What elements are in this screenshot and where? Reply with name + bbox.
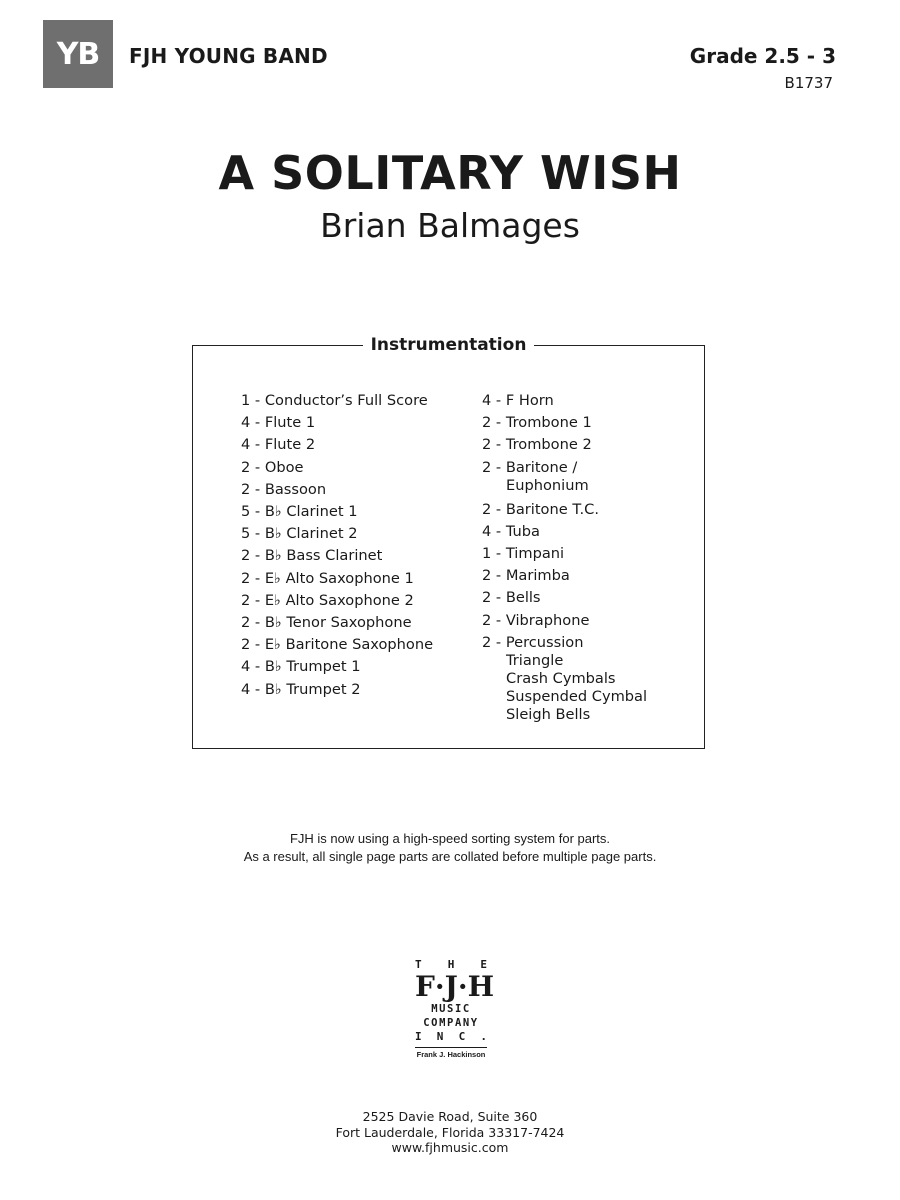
- list-item: 2 - Oboe: [241, 458, 304, 476]
- list-item: 1 - Conductor’s Full Score: [241, 392, 428, 409]
- logo-divider: [415, 1047, 487, 1048]
- list-item: 4 - B♭ Trumpet 1: [241, 658, 361, 676]
- logo-the: T H E: [415, 958, 487, 971]
- list-item: 4 - B♭ Trumpet 2: [241, 680, 361, 698]
- address-line1: 2525 Davie Road, Suite 360: [362, 1109, 538, 1124]
- website-link[interactable]: www.fjhmusic.com: [391, 1140, 509, 1155]
- baritone-line1: 2 - Baritone /: [482, 458, 578, 476]
- publisher-address: [0, 1109, 900, 1156]
- list-item: 2 - E♭ Alto Saxophone 2: [241, 591, 414, 609]
- percussion-subitem: Triangle: [506, 652, 564, 670]
- percussion-subitem: Sleigh Bells: [506, 706, 591, 724]
- list-item: [482, 459, 647, 495]
- list-item: 2 - Baritone T.C.: [482, 500, 600, 518]
- instrumentation-box: [192, 335, 705, 749]
- series-name: FJH YOUNG BAND: [129, 44, 328, 68]
- instrumentation-right-column: [482, 390, 647, 724]
- list-item: 2 - E♭ Baritone Saxophone: [241, 636, 434, 654]
- list-item: 4 - Flute 2: [241, 436, 316, 454]
- baritone-line2: Euphonium: [506, 476, 589, 494]
- list-item: 2 - Trombone 1: [482, 414, 592, 432]
- list-item: 2 - Vibraphone: [482, 611, 590, 629]
- logo-inc: I N C .: [415, 1030, 487, 1043]
- list-item: 4 - Flute 1: [241, 414, 316, 432]
- sorting-note: [0, 830, 900, 866]
- catalog-number: B1737: [784, 74, 833, 92]
- percussion-subitem: Suspended Cymbal: [506, 688, 648, 706]
- list-item: 2 - Trombone 2: [482, 436, 592, 454]
- instrumentation-left-column: [241, 390, 433, 701]
- grade-level: Grade 2.5 - 3: [689, 44, 836, 68]
- logo-music: MUSIC: [431, 1003, 471, 1015]
- list-item: 2 - E♭ Alto Saxophone 1: [241, 569, 414, 587]
- list-item: 2 - B♭ Tenor Saxophone: [241, 614, 412, 632]
- note-line1: FJH is now using a high-speed sorting system for parts.: [289, 831, 611, 846]
- list-item: 2 - Bassoon: [241, 480, 327, 498]
- logo-founder: Frank J. Hackinson: [416, 1050, 486, 1059]
- list-item: 2 - Bells: [482, 589, 541, 607]
- list-item: 4 - Tuba: [482, 522, 540, 540]
- list-item: 2 - Marimba: [482, 567, 570, 585]
- list-item: 5 - B♭ Clarinet 2: [241, 525, 358, 543]
- instrumentation-heading: Instrumentation: [193, 335, 704, 355]
- list-item: 2 - Percussion: [482, 633, 584, 651]
- logo-initials: F · J · H: [415, 970, 495, 1003]
- young-band-logo: YB: [43, 20, 113, 88]
- composer-name: Brian Balmages: [320, 206, 580, 245]
- piece-title: A SOLITARY WISH: [218, 146, 682, 200]
- list-item: 4 - F Horn: [482, 392, 554, 409]
- list-item: 1 - Timpani: [482, 545, 565, 563]
- list-item: 5 - B♭ Clarinet 1: [241, 503, 358, 521]
- note-line2: As a result, all single page parts are collated before multiple page parts.: [243, 849, 657, 864]
- fjh-music-company-logo: [415, 958, 495, 1059]
- percussion-subitem: Crash Cymbals: [506, 670, 616, 688]
- logo-company: COMPANY: [423, 1017, 479, 1029]
- address-line2: Fort Lauderdale, Florida 33317-7424: [335, 1124, 565, 1140]
- list-item: 2 - B♭ Bass Clarinet: [241, 547, 383, 565]
